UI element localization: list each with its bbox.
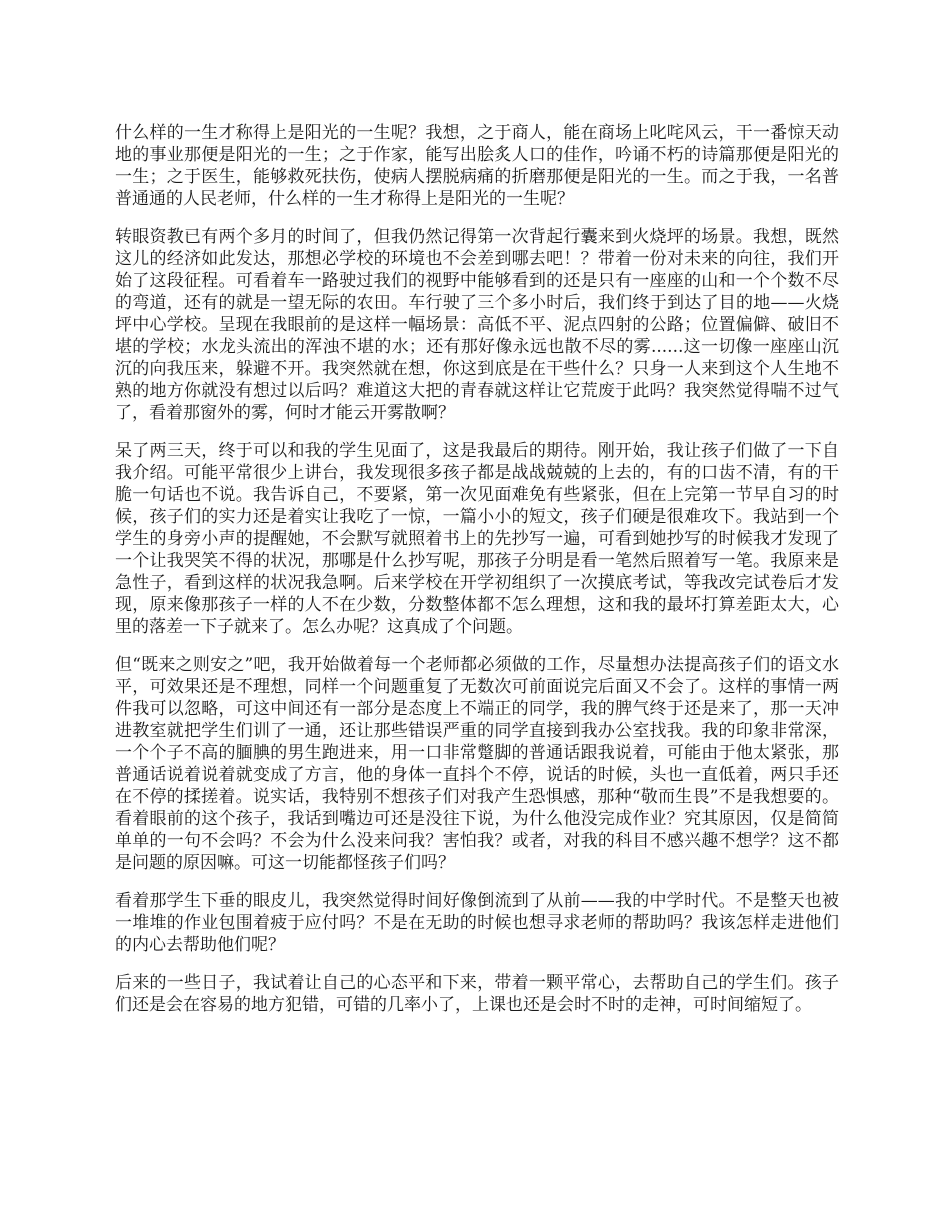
document-body [115, 122, 839, 1032]
paragraph-2: 转眼资教已有两个多月的时间了，但我仍然记得第一次背起行囊来到火烧坪的场景。我想，既然这儿的经济如此发达，那想必学校的环境也不会差到哪去吧！？带着一份对未来的向往，我们开始了这段征程。可看着车一路驶过我们的视野中能够看到的还是只有一座座的山和一个个数不尽的弯道，还有的就是一望无际的农田。车行驶了三个多小时后，我们终于到达了目的地——火烧坪中心学校。呈现在我眼前的是这样一幅场景：高低不平、泥点四射的公路；位置偏僻、破旧不堪的学校；水龙头流出的浑浊不堪的水；还有那好像永远也散不尽的雾......这一切像一座座山沉沉的向我压来，躲避不开。我突然就在想，你这到底是在干些什么？只身一人来到这个人生地不熟的地方你就没有想过以后吗？难道这大把的青春就这样让它荒废于此吗？我突然觉得喘不过气了，看着那窗外的雾，何时才能云开雾散啊？ [115, 227, 839, 423]
paragraph-6: 后来的一些日子，我试着让自己的心态平和下来，带着一颗平常心，去帮助自己的学生们。孩子们还是会在容易的地方犯错，可错的几率小了，上课也还是会时不时的走神，可时间缩短了。 [115, 973, 839, 1015]
paragraph-4: 但“既来之则安之”吧，我开始做着每一个老师都必须做的工作，尽量想办法提高孩子们的语文水平，可效果还是不理想，同样一个问题重复了无数次可前面说完后面又不会了。这样的事情一两件我可以忽略，可这中间还有一部分是态度上不端正的同学，我的脾气终于还是来了，那一天冲进教室就把学生们训了一通，还让那些错误严重的同学直接到我办公室找我。我的印象非常深，一个个子不高的腼腆的男生跑进来，用一口非常蹩脚的普通话跟我说着，可能由于他太紧张，那普通话说着说着就变成了方言，他的身体一直抖个不停，说话的时候，头也一直低着，两只手还在不停的揉搓着。说实话，我特别不想孩子们对我产生恐惧感，那种“敬而生畏”不是我想要的。看着眼前的这个孩子，我话到嘴边可还是没往下说，为什么他没完成作业？究其原因，仅是简简单单的一句不会吗？不会为什么没来问我？害怕我？或者，对我的科目不感兴趣不想学？这不都是问题的原因嘛。可这一切能都怪孩子们吗？ [115, 655, 839, 873]
paragraph-3: 呆了两三天，终于可以和我的学生见面了，这是我最后的期待。刚开始，我让孩子们做了一下自我介绍。可能平常很少上讲台，我发现很多孩子都是战战兢兢的上去的，有的口齿不清，有的干脆一句话也不说。我告诉自己，不要紧，第一次见面难免有些紧张，但在上完第一节早自习的时候，孩子们的实力还是着实让我吃了一惊，一篇小小的短文，孩子们硬是很难攻下。我站到一个学生的身旁小声的提醒她，不会默写就照着书上的先抄写一遍，可看到她抄写的时候我才发现了一个让我哭笑不得的状况，那哪是什么抄写呢，那孩子分明是看一笔然后照着写一笔。我原来是急性子，看到这样的状况我急啊。后来学校在开学初组织了一次摸底考试，等我改完试卷后才发现，原来像那孩子一样的人不在少数，分数整体都不怎么理想，这和我的最坏打算差距太大，心里的落差一下子就来了。怎么办呢？这真成了个问题。 [115, 441, 839, 637]
paragraph-1: 什么样的一生才称得上是阳光的一生呢？我想，之于商人，能在商场上叱咤风云，干一番惊天动地的事业那便是阳光的一生；之于作家，能写出脍炙人口的佳作，吟诵不朽的诗篇那便是阳光的一生；之于医生，能够救死扶伤，使病人摆脱病痛的折磨那便是阳光的一生。而之于我，一名普普通通的人民老师，什么样的一生才称得上是阳光的一生呢？ [115, 123, 839, 209]
paragraph-5: 看着那学生下垂的眼皮儿，我突然觉得时间好像倒流到了从前——我的中学时代。不是整天也被一堆堆的作业包围着疲于应付吗？不是在无助的时候也想寻求老师的帮助吗？我该怎样走进他们的内心去帮助他们呢？ [115, 891, 839, 955]
